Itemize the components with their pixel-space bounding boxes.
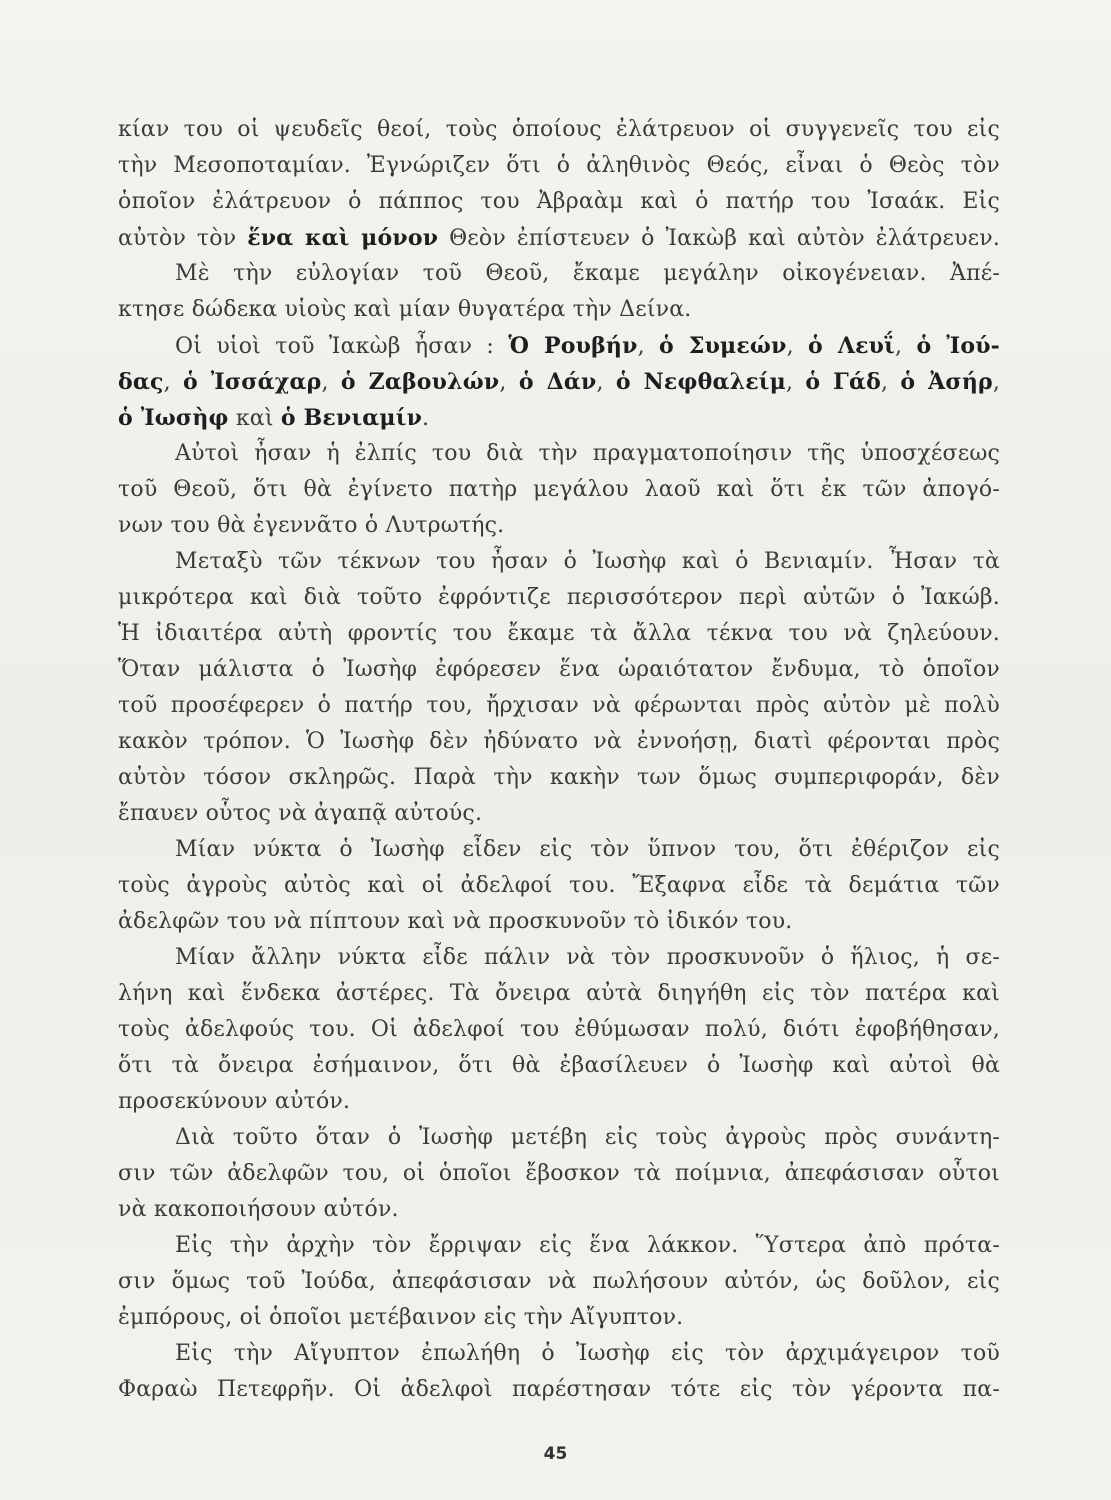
text-line-20: ἔπαυεν οὗτος νὰ ἀγαπᾷ αὐτούς. bbox=[118, 801, 483, 826]
separator: , bbox=[786, 334, 809, 359]
son-levi: ὁ Λευΐ bbox=[808, 333, 895, 359]
separator: , bbox=[596, 370, 616, 395]
son-judah-part1: ὁ Ἰού- bbox=[916, 333, 1000, 359]
text-line-19: αὐτὸν τόσον σκληρῶς. Παρὰ τὴν κακὴν των ὅμως συμπεριφοράν, δὲν bbox=[118, 765, 1000, 790]
text-line-30: σιν τῶν ἀδελφῶν του, οἱ ὁποῖοι ἔβοσκον τὰ ποίμνια, ἀπεφάσισαν οὗτοι bbox=[118, 1161, 1000, 1186]
text-line-10: Αὐτοὶ ἦσαν ἡ ἐλπίς του διὰ τὴν πραγματοποίησιν τῆς ὑποσχέσεως bbox=[175, 441, 1000, 466]
separator: , bbox=[992, 370, 1001, 395]
son-zebulun: ὁ Ζαβουλών bbox=[340, 369, 500, 395]
text-line-27: ὅτι τὰ ὄνειρα ἐσήμαινον, ὅτι θὰ ἐβασίλευεν ὁ Ἰωσὴφ καὶ αὐτοὶ θὰ bbox=[118, 1053, 1000, 1078]
son-benjamin: ὁ Βενιαμίν bbox=[280, 405, 423, 431]
text-line-29: Διὰ τοῦτο ὅταν ὁ Ἰωσὴφ μετέβη εἰς τοὺς ἀγροὺς πρὸς συνάντη- bbox=[175, 1125, 1000, 1150]
son-judah-part2: δας bbox=[118, 369, 164, 395]
son-dan: ὁ Δάν bbox=[518, 369, 597, 395]
text-line-18: κακὸν τρόπον. Ὁ Ἰωσὴφ δὲν ἠδύνατο νὰ ἐννοήσῃ, διατὶ φέρονται πρὸς bbox=[118, 729, 1000, 754]
son-joseph: ὁ Ἰωσὴφ bbox=[118, 405, 229, 431]
text-line-15: Ἡ ἰδιαιτέρα αὐτὴ φροντίς του ἔκαμε τὰ ἄλλα τέκνα του νὰ ζηλεύουν. bbox=[118, 621, 1000, 646]
son-issachar: ὁ Ἰσσάχαρ bbox=[183, 369, 322, 395]
separator: , bbox=[880, 370, 901, 395]
text-line-17: τοῦ προσέφερεν ὁ πατήρ του, ἤρχισαν νὰ φέρωνται πρὸς αὐτὸν μὲ πολὺ bbox=[118, 693, 1000, 718]
text-segment: Θεὸν ἐπίστευεν ὁ Ἰακὼβ καὶ αὐτὸν ἐλάτρευεν. bbox=[438, 226, 1001, 251]
text-line-35: Εἰς τὴν Αἴγυπτον ἐπωλήθη ὁ Ἰωσὴφ εἰς τὸν ἀρχιμάγειρον τοῦ bbox=[175, 1341, 1000, 1366]
text-line-4 bbox=[118, 221, 1000, 255]
sons-intro: Οἱ υἱοὶ τοῦ Ἰακὼβ ἦσαν : bbox=[175, 334, 509, 359]
text-line-31: νὰ κακοποιήσουν αὐτόν. bbox=[118, 1197, 399, 1222]
conjunction: καὶ bbox=[235, 406, 274, 431]
text-line-16: Ὅταν μάλιστα ὁ Ἰωσὴφ ἐφόρεσεν ἕνα ὡραιότατον ἔνδυμα, τὸ ὁποῖον bbox=[118, 657, 1000, 682]
text-line-5: Μὲ τὴν εὐλογίαν τοῦ Θεοῦ, ἔκαμε μεγάλην οἰκογένειαν. Ἀπέ- bbox=[175, 261, 1000, 286]
text-line-32: Εἰς τὴν ἀρχὴν τὸν ἔρριψαν εἰς ἕνα λάκκον. Ὕστερα ἀπὸ πρότα- bbox=[175, 1233, 1000, 1258]
text-line-21: Μίαν νύκτα ὁ Ἰωσὴφ εἶδεν εἰς τὸν ὕπνον του, ὅτι ἐθέριζον εἰς bbox=[175, 837, 1000, 862]
text-segment: αὐτὸν τὸν bbox=[118, 226, 248, 251]
son-naphtali: ὁ Νεφθαλείμ bbox=[615, 369, 786, 395]
separator: , bbox=[499, 370, 519, 395]
sons-line-1 bbox=[175, 329, 1000, 363]
son-reuben: Ὁ Ρουβήν bbox=[508, 333, 638, 359]
text-line-22: τοὺς ἀγροὺς αὐτὸς καὶ οἱ ἀδελφοί του. Ἔξαφνα εἶδε τὰ δεμάτια τῶν bbox=[118, 873, 1000, 898]
text-line-13: Μεταξὺ τῶν τέκνων του ἦσαν ὁ Ἰωσὴφ καὶ ὁ Βενιαμίν. Ἦσαν τὰ bbox=[175, 549, 1000, 574]
son-asher: ὁ Ἀσήρ bbox=[900, 369, 993, 395]
text-line-14: μικρότερα καὶ διὰ τοῦτο ἐφρόντιζε περισσότερον περὶ αὐτῶν ὁ Ἰακώβ. bbox=[118, 585, 1000, 610]
text-line-34: ἐμπόρους, οἱ ὁποῖοι μετέβαινον εἰς τὴν Αἴγυπτον. bbox=[118, 1305, 684, 1330]
emphasis-one-god: ἕνα καὶ μόνον bbox=[247, 225, 439, 251]
separator: , bbox=[163, 370, 184, 395]
text-line-12: νων του θὰ ἐγεννᾶτο ὁ Λυτρωτής. bbox=[118, 513, 505, 538]
separator: , bbox=[637, 334, 660, 359]
text-line-33: σιν ὅμως τοῦ Ἰούδα, ἀπεφάσισαν νὰ πωλήσουν αὐτόν, ὡς δοῦλον, εἰς bbox=[118, 1269, 1000, 1294]
separator: , bbox=[895, 334, 917, 359]
sons-line-3 bbox=[118, 401, 1000, 435]
text-line-26: τοὺς ἀδελφούς του. Οἱ ἀδελφοί του ἐθύμωσαν πολύ, διότι ἐφοβήθησαν, bbox=[118, 1017, 1000, 1042]
son-gad: ὁ Γάδ bbox=[805, 369, 881, 395]
period: . bbox=[422, 406, 430, 431]
text-line-11: τοῦ Θεοῦ, ὅτι θὰ ἐγίνετο πατὴρ μεγάλου λαοῦ καὶ ὅτι ἐκ τῶν ἀπογό- bbox=[118, 477, 1000, 502]
text-line-1: κίαν του οἱ ψευδεῖς θεοί, τοὺς ὁποίους ἐλάτρευον οἱ συγγενεῖς του εἰς bbox=[118, 117, 1000, 142]
text-line-36: Φαραὼ Πετεφρῆν. Οἱ ἀδελφοὶ παρέστησαν τότε εἰς τὸν γέροντα πα- bbox=[118, 1377, 1000, 1402]
text-line-2: τὴν Μεσοποταμίαν. Ἐγνώριζεν ὅτι ὁ ἀληθινὸς Θεός, εἶναι ὁ Θεὸς τὸν bbox=[118, 153, 1000, 178]
text-line-28: προσεκύνουν αὐτόν. bbox=[118, 1089, 351, 1114]
separator: , bbox=[321, 370, 341, 395]
text-line-3: ὁποῖον ἐλάτρευον ὁ πάππος του Ἀβραὰμ καὶ ὁ πατήρ του Ἰσαάκ. Εἰς bbox=[118, 189, 1000, 214]
text-line-6: κτησε δώδεκα υἱοὺς καὶ μίαν θυγατέρα τὴν Δείνα. bbox=[118, 297, 692, 322]
separator: , bbox=[785, 370, 806, 395]
sons-line-2 bbox=[118, 365, 1000, 399]
text-line-25: λήνη καὶ ἕνδεκα ἀστέρες. Τὰ ὄνειρα αὐτὰ διηγήθη εἰς τὸν πατέρα καὶ bbox=[118, 981, 1000, 1006]
text-line-23: ἀδελφῶν του νὰ πίπτουν καὶ νὰ προσκυνοῦν τὸ ἰδικόν του. bbox=[118, 909, 793, 934]
son-simeon: ὁ Συμεών bbox=[659, 333, 787, 359]
text-line-24: Μίαν ἄλλην νύκτα εἶδε πάλιν νὰ τὸν προσκυνοῦν ὁ ἥλιος, ἡ σε- bbox=[175, 945, 1000, 970]
page-number: 45 bbox=[543, 1444, 568, 1464]
